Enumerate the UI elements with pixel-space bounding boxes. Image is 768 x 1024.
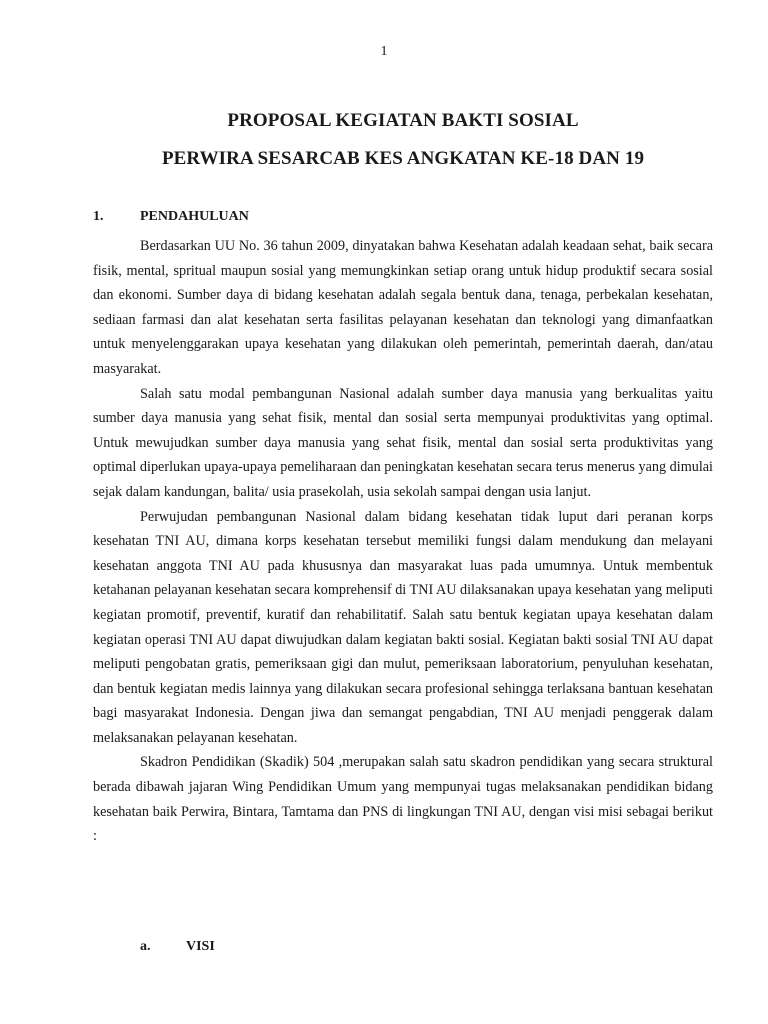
section-heading <box>93 209 249 225</box>
document-title: PROPOSAL KEGIATAN BAKTI SOSIAL <box>227 110 579 131</box>
subsection-title: VISI <box>186 939 215 954</box>
paragraph: Skadron Pendidikan (Skadik) 504 ,merupakan salah satu skadron pendidikan yang secara struktural berada dibawah jajaran Wing Pendidikan Umum yang mempunyai tugas melaksanakan pendidikan bidang kesehatan baik Perwira, Bintara, Tamtama dan PNS di lingkungan TNI AU, dengan visi misi sebagai berikut : <box>93 754 713 845</box>
paragraph: Salah satu modal pembangunan Nasional adalah sumber daya manusia yang berkualitas yaitu sumber daya manusia yang sehat fisik, mental dan sosial serta mempunyai produktivitas yang optimal. Untuk mewujudkan sumber daya manusia yang sehat fisik, mental dan sosial serta produktivitas yang optimal diperlukan upaya-upaya pemeliharaan dan peningkatan kesehatan secara terus menerus yang dimulai sejak dalam kandungan, balita/ usia prasekolah, usia sekolah sampai dengan usia lanjut. <box>93 385 713 500</box>
paragraph: Berdasarkan UU No. 36 tahun 2009, dinyatakan bahwa Kesehatan adalah keadaan sehat, baik secara fisik, mental, spritual maupun sosial yang memungkinkan setiap orang untuk hidup produktif secara sosial dan ekonomi. Sumber daya di bidang kesehatan adalah segala bentuk dana, tenaga, perbekalan kesehatan, sediaan farmasi dan alat kesehatan serta fasilitas pelayanan kesehatan dan teknologi yang dimanfaatkan untuk menyelenggarakan upaya kesehatan yang dilakukan oleh pemerintah, pemerintah daerah, dan/atau masyarakat. <box>93 238 713 377</box>
section-title: PENDAHULUAN <box>140 209 249 224</box>
subsection-number: a. <box>140 939 151 954</box>
subsection-heading <box>140 939 215 955</box>
paragraph: Perwujudan pembangunan Nasional dalam bidang kesehatan tidak luput dari peranan korps kesehatan TNI AU, dimana korps kesehatan tersebut memiliki fungsi dalam mendukung dan melayani kesehatan anggota TNI AU pada khususnya dan masyarakat luas pada umumnya. Untuk membentuk ketahanan pelayanan kesehatan secara komprehensif di TNI AU dilaksanakan upaya kesehatan yang meliputi kegiatan promotif, preventif, kuratif dan rehabilitatif. Salah satu bentuk kegiatan upaya kesehatan dalam kegiatan operasi TNI AU dapat diwujudkan dalam kegiatan bakti sosial. Kegiatan bakti sosial TNI AU dapat meliputi pengobatan gratis, pemeriksaan gigi dan mulut, pemeriksaan laboratorium, penyuluhan kesehatan, dan bentuk kegiatan medis lainnya yang dilakukan secara profesional sehingga terlaksana bantuan kesehatan bagi masyarakat Indonesia. Dengan jiwa dan semangat pengabdian, TNI AU menjadi penggerak dalam melaksanakan pelayanan kesehatan. <box>93 508 713 746</box>
section-number: 1. <box>93 209 104 224</box>
page-number: 1 <box>380 44 388 59</box>
section-body <box>93 234 713 849</box>
document-subtitle: PERWIRA SESARCAB KES ANGKATAN KE-18 DAN 19 <box>161 148 645 169</box>
